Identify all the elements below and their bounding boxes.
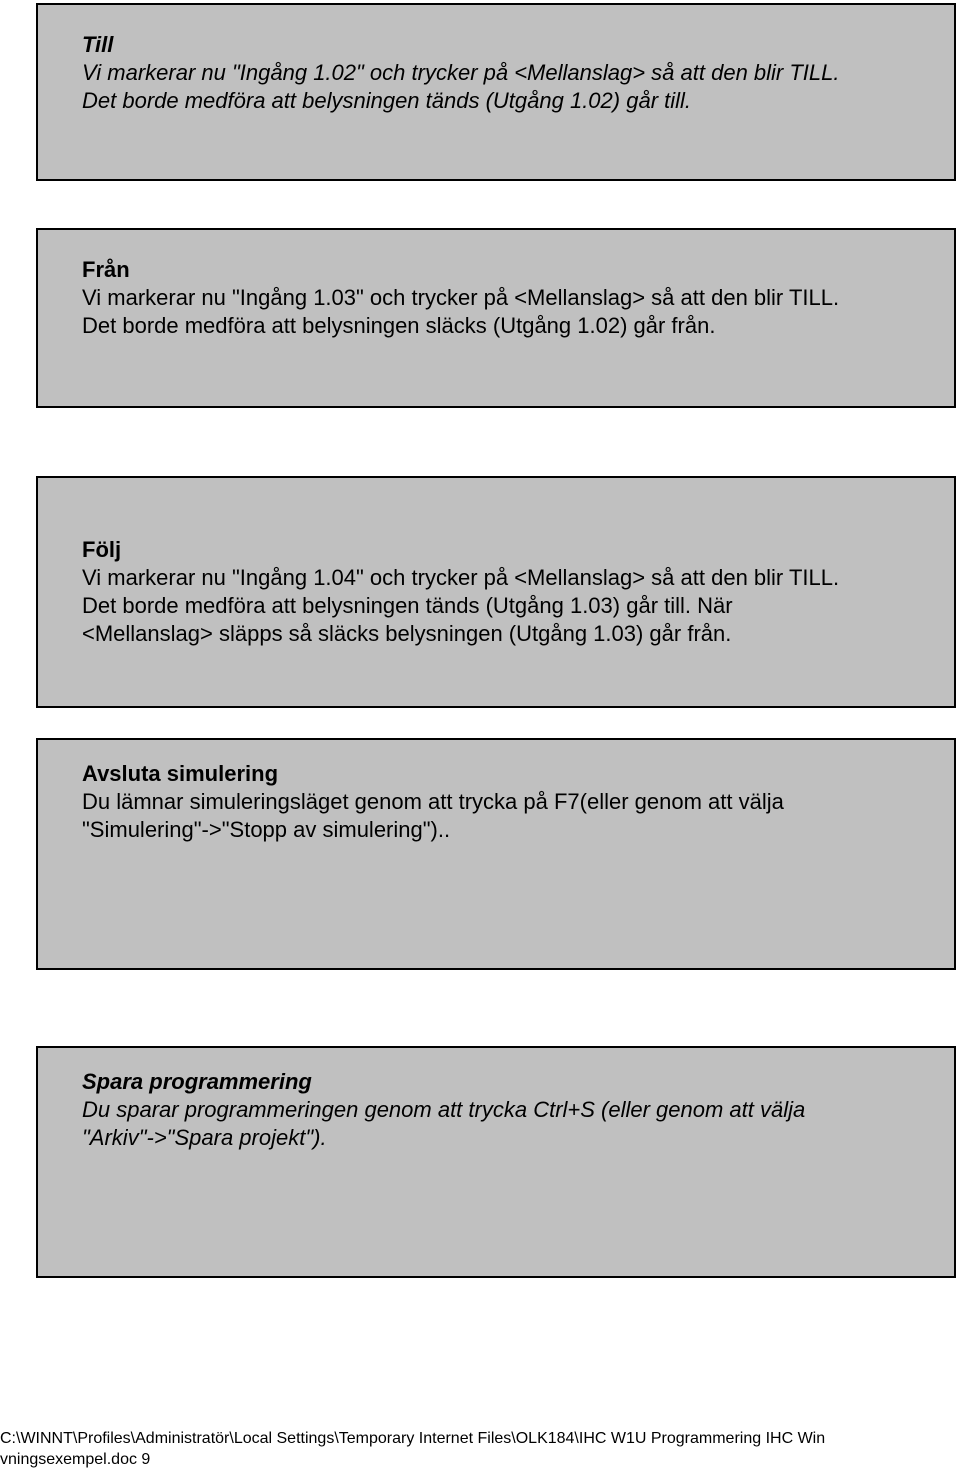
box-till-text: Vi markerar nu "Ingång 1.02" och trycker på <Mellanslag> så att den blir TILL. Det borde medföra att belysningen tänds (Utgång 1.02) går till.: [82, 60, 840, 113]
box-till-title: Till: [82, 32, 114, 57]
box-folj-title: Följ: [82, 537, 122, 562]
box-spara: [36, 1046, 956, 1278]
box-fran: [36, 228, 956, 408]
box-folj: [36, 476, 956, 708]
box-spara-title: Spara programmering: [82, 1069, 312, 1094]
box-spara-text: Du sparar programmeringen genom att trycka Ctrl+S (eller genom att välja "Arkiv"->"Spara projekt").: [82, 1097, 806, 1150]
box-avsluta-title: Avsluta simulering: [82, 761, 279, 786]
page-footer: C:\WINNT\Profiles\Administratör\Local Settings\Temporary Internet Files\OLK184\IHC W1U Programmering IHC Win vningsexempel.doc 9: [0, 1430, 826, 1468]
box-fran-text: Vi markerar nu "Ingång 1.03" och trycker på <Mellanslag> så att den blir TILL. Det borde medföra att belysningen släcks (Utgång 1.02) går från.: [82, 285, 840, 338]
box-avsluta-text: Du lämnar simuleringsläget genom att trycka på F7(eller genom att välja "Simulering"->"Stopp av simulering")..: [82, 789, 784, 842]
box-till: [36, 3, 956, 181]
box-folj-text: Vi markerar nu "Ingång 1.04" och trycker på <Mellanslag> så att den blir TILL. Det borde medföra att belysningen tänds (Utgång 1.03) går till. När <Mellanslag> släpps så släcks belysningen (Utgång 1.03) går från.: [82, 565, 840, 646]
box-avsluta: [36, 738, 956, 970]
box-fran-title: Från: [82, 257, 130, 282]
